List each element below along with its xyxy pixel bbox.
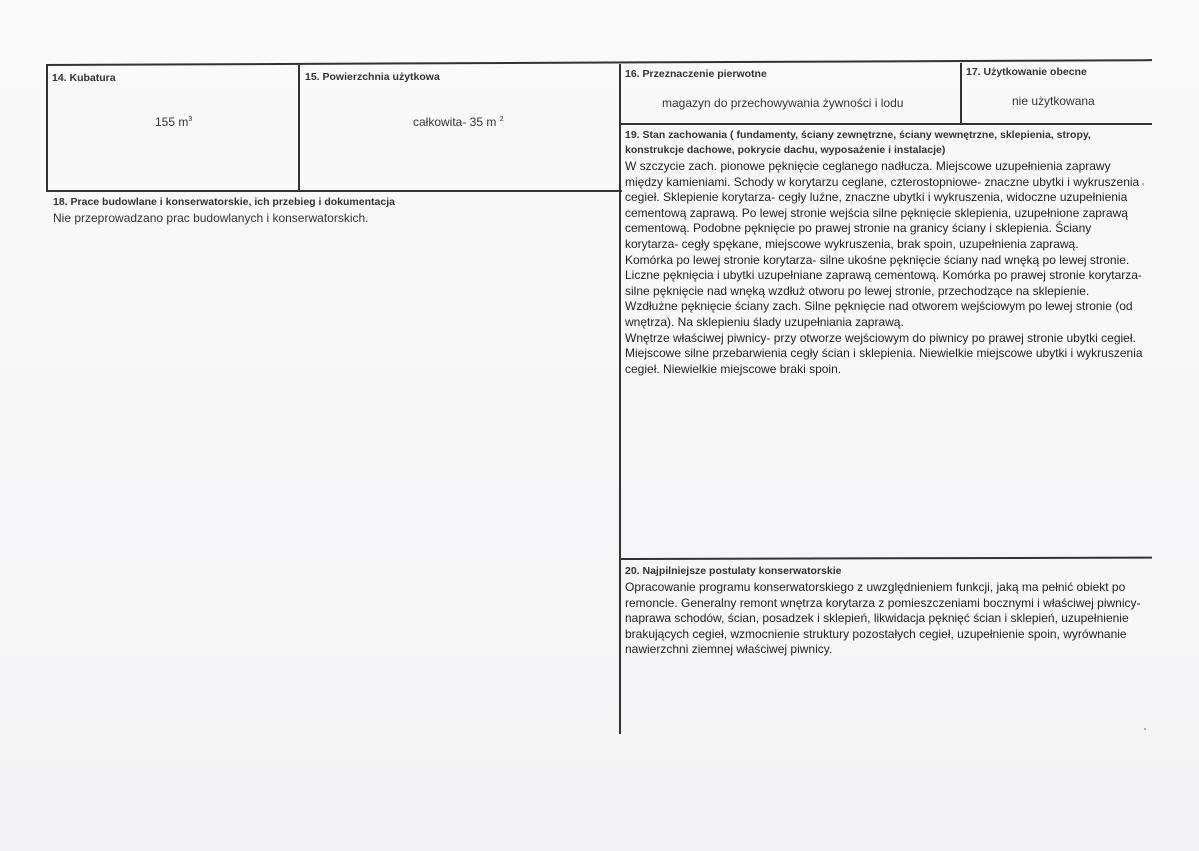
divider-16-17 xyxy=(960,63,962,124)
field14-value-text: 155 m xyxy=(155,115,189,129)
field16-bottom-rule xyxy=(620,123,1152,125)
field14-value xyxy=(155,115,192,129)
field15-value xyxy=(413,115,504,129)
field16-value: magazyn do przechowywania żywności i lodu xyxy=(662,96,904,110)
scan-speck xyxy=(1142,183,1144,185)
field17-value: nie użytkowana xyxy=(1012,94,1095,108)
field14-label: 14. Kubatura xyxy=(52,72,116,84)
field20-top-rule xyxy=(620,557,1152,560)
center-rule xyxy=(619,64,621,734)
field18-top-rule xyxy=(46,190,622,192)
field19-paragraph-1: W szczycie zach. pionowe pęknięcie ceglanego nadłucza. Miejscowe uzupełnienia zaprawy między kamieniami. Schody w korytarzu ceglane, czterostopniowe- znaczne ubytki i wykruszenia cegieł. Sklepienie korytarza- cegły luźne, znaczne ubytki i wykruszenia, widoczne uzupełnienia cementową zaprawą. Po lewej stronie wejścia silne pęknięcie sklepienia, uzupełnione zaprawą cementową. Podobne pęknięcie po prawej stronie na granicy ściany i sklepienia. Ściany korytarza- cegły spękane, miejscowe wykruszenia, brak spoin, uzupełnienia zaprawą. xyxy=(625,159,1140,251)
left-rule xyxy=(46,65,48,191)
field19-paragraph-2: Komórka po lewej stronie korytarza- silne ukośne pęknięcie ściany nad wnęką po lewej stronie. Liczne pęknięcia i ubytki uzupełniane zaprawą cementową. Komórka po prawej stronie korytarza- silne pęknięcie nad wnęką wzdłuż otworu po lewej stronie, przechodzące na sklepienie. Wzdłużne pęknięcie ściany zach. Silne pęknięcie nad otworem wejściowym po lewej stronie (od wnętrza). Na sklepieniu ślady uzupełniania zaprawą. xyxy=(625,252,1142,329)
field20-text: Opracowanie programu konserwatorskiego z uwzględnieniem funkcji, jaką ma pełnić obiekt po remoncie. Generalny remont wnętrza korytarza z pomieszczeniami bocznymi i właściwej piwnicy- naprawa schodów, ścian, posadzek i sklepień, likwidacja pęknięć ścian i sklepień, uzupełnienie brakujących cegieł, wzmocnienie struktury pozostałych cegieł, uzupełnienie spoin, wyrównanie nawierzchni ziemnej właściwej piwnicy. xyxy=(625,580,1141,657)
field19-text xyxy=(625,159,1145,377)
field17-label: 17. Użytkowanie obecne xyxy=(966,66,1087,78)
field15-label: 15. Powierzchnia użytkowa xyxy=(305,71,440,83)
field20-label: 20. Najpilniejsze postulaty konserwatorskie xyxy=(625,565,842,577)
divider-14-15 xyxy=(298,65,300,191)
field18-label: 18. Prace budowlane i konserwatorskie, ich przebieg i dokumentacja xyxy=(53,196,395,208)
scan-speck xyxy=(1144,728,1146,730)
field16-label: 16. Przeznaczenie pierwotne xyxy=(625,68,767,80)
field15-unit-sup: 2 xyxy=(499,116,504,123)
field14-unit-sup: 3 xyxy=(188,116,193,123)
field19-label-line2: konstrukcje dachowe, pokrycie dachu, wyposażenie i instalacje) xyxy=(625,144,946,156)
field15-value-text: całkowita- 35 m xyxy=(413,115,497,129)
field19-paragraph-3: Wnętrze właściwej piwnicy- przy otworze wejściowym do piwnicy po prawej stronie ubytki cegieł. Miejscowe silne przebarwienia cegły ścian i sklepienia. Niewielkie miejscowe ubytki i wykruszenia cegieł. Niewielkie miejscowe braki spoin. xyxy=(625,330,1143,376)
field18-value: Nie przeprowadzano prac budowlanych i konserwatorskich. xyxy=(53,211,369,225)
field19-label-line1: 19. Stan zachowania ( fundamenty, ściany zewnętrzne, ściany wewnętrzne, sklepienia, stropy, xyxy=(625,129,1091,141)
top-rule xyxy=(46,59,1152,66)
